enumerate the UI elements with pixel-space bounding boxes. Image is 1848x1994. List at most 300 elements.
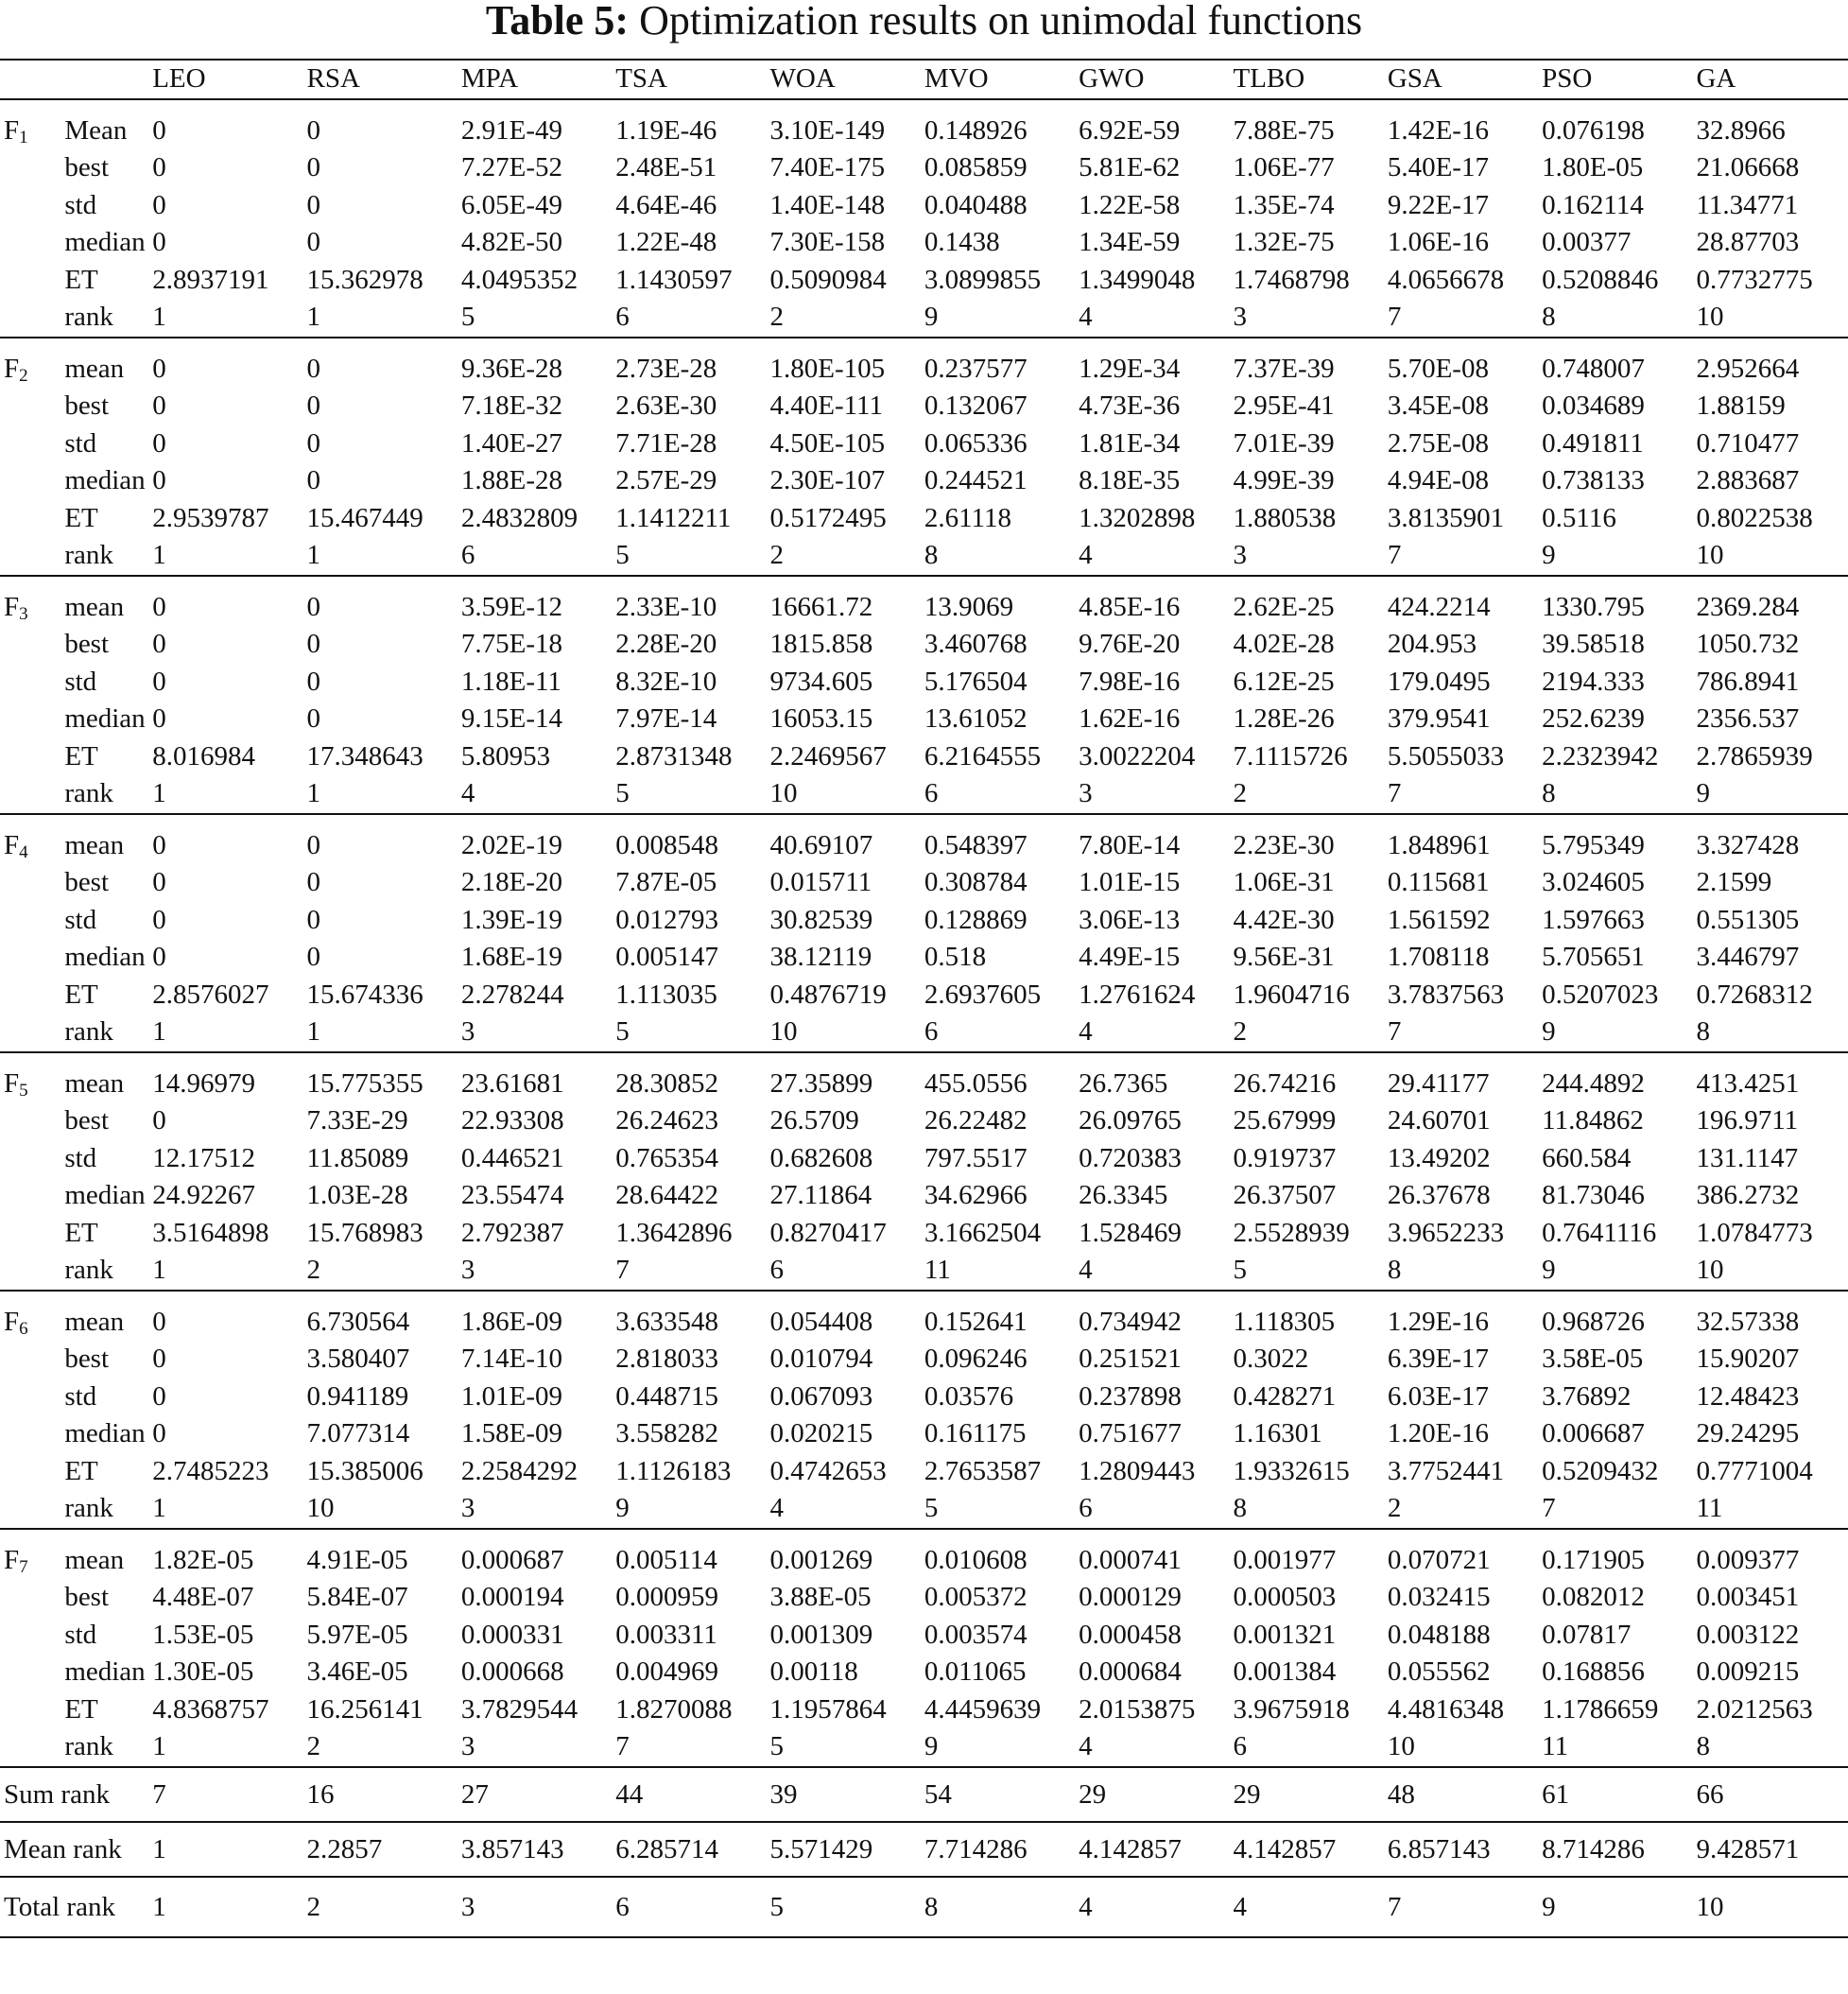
value-cell: 7 (1542, 1493, 1556, 1523)
value-cell: 0 (306, 152, 321, 182)
value-cell: 4.02E-28 (1233, 629, 1335, 659)
value-cell: 7.98E-16 (1079, 666, 1181, 697)
value-cell: 2.2584292 (460, 1455, 579, 1486)
function-subscript: 4 (19, 841, 28, 862)
function-group (0, 814, 1848, 1052)
value-cell: 2.57E-29 (615, 465, 717, 495)
value-cell: 2.33E-10 (615, 591, 717, 622)
empty-cell (0, 1215, 60, 1253)
stat-label: std (64, 1619, 97, 1650)
function-group (0, 1529, 1848, 1767)
value-cell: 1.30E-05 (152, 1656, 254, 1687)
value-cell: 7.97E-14 (615, 703, 717, 734)
value-cell: 0 (152, 390, 166, 421)
value-cell: 0.000458 (1079, 1619, 1182, 1650)
stat-label: std (64, 427, 97, 459)
value-cell: 0.162114 (1542, 189, 1644, 220)
value-cell: 7.87E-05 (615, 867, 717, 897)
value-cell: 5 (924, 1493, 939, 1523)
value-cell: 0.004969 (615, 1656, 718, 1687)
value-cell: 2 (1233, 1016, 1247, 1047)
value-cell: 0.308784 (924, 867, 1028, 897)
value-cell: 1.118305 (1233, 1306, 1336, 1337)
column-header-woa: WOA (769, 63, 836, 94)
value-cell: 16661.72 (769, 591, 873, 622)
value-cell: 1.32E-75 (1233, 227, 1335, 257)
value-cell: 2194.333 (1542, 666, 1645, 697)
empty-cell (0, 388, 60, 425)
value-cell: 0 (152, 829, 166, 860)
summary-value: 29 (1233, 1778, 1261, 1810)
value-cell: 424.2214 (1387, 591, 1491, 622)
value-cell: 1050.732 (1696, 629, 1800, 659)
value-cell: 0 (152, 114, 166, 146)
empty-cell (0, 500, 60, 538)
value-cell: 1.01E-15 (1079, 867, 1181, 897)
value-cell: 11.34771 (1696, 189, 1799, 220)
empty-cell (0, 425, 60, 463)
value-cell: 7.80E-14 (1079, 829, 1181, 860)
value-cell: 0 (306, 465, 321, 495)
value-cell: 0.001309 (769, 1619, 873, 1650)
value-cell: 1.18E-11 (460, 666, 561, 697)
value-cell: 7.14E-10 (460, 1344, 562, 1374)
value-cell: 0.076198 (1542, 114, 1645, 146)
function-letter: F (4, 1067, 20, 1099)
stat-label: rank (64, 540, 113, 570)
value-cell: 5 (1233, 1255, 1247, 1285)
value-cell: 3.59E-12 (460, 591, 562, 622)
summary-value: 3.857143 (460, 1833, 564, 1864)
value-cell: 2.952664 (1696, 353, 1800, 384)
value-cell: 0.5207023 (1542, 979, 1659, 1010)
summary-value: 39 (769, 1778, 798, 1810)
value-cell: 7 (615, 1255, 630, 1285)
value-cell: 1.3499048 (1079, 264, 1196, 295)
value-cell: 1.19E-46 (615, 114, 717, 146)
summary-label: Total rank (4, 1891, 115, 1922)
value-cell: 9.36E-28 (460, 353, 562, 384)
table-row (0, 425, 1848, 463)
value-cell: 3 (460, 1731, 475, 1761)
column-header-mvo: MVO (924, 63, 989, 94)
value-cell: 1 (152, 1255, 166, 1285)
summary-value: 4.142857 (1233, 1833, 1337, 1864)
table-row (0, 1490, 1848, 1529)
value-cell: 5.97E-05 (306, 1619, 408, 1650)
value-cell: 0 (306, 867, 321, 897)
summary-group (0, 1767, 1848, 1822)
value-cell: 0.8022538 (1696, 502, 1813, 533)
empty-cell (0, 1102, 60, 1140)
value-cell: 0.020215 (769, 1418, 873, 1448)
value-cell: 29.24295 (1696, 1418, 1800, 1448)
value-cell: 0 (306, 666, 321, 697)
value-cell: 4.40E-111 (769, 390, 883, 421)
value-cell: 1.40E-27 (460, 427, 562, 459)
stat-label: ET (64, 740, 98, 772)
value-cell: 1 (306, 302, 321, 332)
value-cell: 1.8270088 (615, 1693, 733, 1725)
stat-label: median (64, 227, 146, 257)
value-cell: 0.00377 (1542, 227, 1632, 257)
value-cell: 1 (306, 540, 321, 570)
value-cell: 2.8731348 (615, 740, 733, 772)
function-subscript: 7 (19, 1556, 28, 1577)
column-header-pso: PSO (1542, 63, 1593, 94)
value-cell: 7.27E-52 (460, 152, 562, 182)
table-row (0, 1014, 1848, 1052)
value-cell: 4 (1079, 540, 1093, 570)
value-cell: 4.8368757 (152, 1693, 269, 1725)
value-cell: 5 (769, 1731, 785, 1761)
value-cell: 8 (1542, 778, 1556, 808)
value-cell: 1.82E-05 (152, 1544, 254, 1575)
value-cell: 0.734942 (1079, 1306, 1182, 1337)
value-cell: 1.80E-05 (1542, 152, 1644, 182)
value-cell: 3.9675918 (1233, 1693, 1350, 1725)
value-cell: 3.76892 (1542, 1380, 1632, 1412)
value-cell: 11.85089 (306, 1142, 409, 1173)
stat-label: ET (64, 1455, 98, 1486)
value-cell: 1.22E-48 (615, 227, 717, 257)
summary-value: 6 (615, 1891, 630, 1922)
value-cell: 0.010608 (924, 1544, 1028, 1575)
value-cell: 1.1786659 (1542, 1693, 1659, 1725)
table-row (0, 1215, 1848, 1253)
stat-label: mean (64, 1544, 125, 1575)
value-cell: 1.561592 (1387, 904, 1491, 935)
value-cell: 0.237898 (1079, 1380, 1182, 1412)
table-row (0, 1177, 1848, 1215)
value-cell: 4.0495352 (460, 264, 579, 295)
table-row (0, 149, 1848, 187)
summary-value: 6.857143 (1387, 1833, 1491, 1864)
table-row (0, 576, 1848, 627)
empty-cell (0, 1617, 60, 1655)
value-cell: 1.06E-77 (1233, 152, 1335, 182)
value-cell: 0 (152, 942, 166, 972)
value-cell: 8 (1696, 1731, 1710, 1761)
value-cell: 32.8966 (1696, 114, 1786, 146)
value-cell: 0.448715 (615, 1380, 718, 1412)
value-cell: 3.0899855 (924, 264, 1042, 295)
value-cell: 26.37507 (1233, 1180, 1337, 1210)
value-cell: 0.000668 (460, 1656, 564, 1687)
value-cell: 0.8270417 (769, 1217, 887, 1248)
value-cell: 26.7365 (1079, 1067, 1168, 1099)
value-cell: 6.2164555 (924, 740, 1042, 772)
value-cell: 0.115681 (1387, 867, 1490, 897)
stat-label: best (64, 867, 110, 897)
summary-value: 1 (152, 1891, 166, 1922)
summary-value: 4.142857 (1079, 1833, 1182, 1864)
function-letter: F (4, 829, 20, 860)
value-cell: 2.278244 (460, 979, 564, 1010)
function-subscript: 1 (19, 127, 28, 147)
value-cell: 29.41177 (1387, 1067, 1490, 1099)
empty-cell (0, 1579, 60, 1617)
value-cell: 7.71E-28 (615, 427, 717, 459)
value-cell: 0.067093 (769, 1380, 873, 1412)
stat-label: ET (64, 1693, 98, 1725)
value-cell: 1.708118 (1387, 942, 1490, 972)
value-cell: 3.5164898 (152, 1217, 269, 1248)
value-cell: 3.9652233 (1387, 1217, 1505, 1248)
value-cell: 204.953 (1387, 629, 1477, 659)
value-cell: 0.003122 (1696, 1619, 1800, 1650)
value-cell: 0 (306, 114, 321, 146)
value-cell: 0.751677 (1079, 1418, 1182, 1448)
value-cell: 2 (769, 540, 785, 570)
value-cell: 0 (152, 1344, 166, 1374)
function-label (0, 576, 60, 627)
value-cell: 3.7752441 (1387, 1455, 1505, 1486)
value-cell: 5 (615, 778, 630, 808)
stat-label: mean (64, 591, 125, 622)
value-cell: 15.768983 (306, 1217, 423, 1248)
value-cell: 2.7485223 (152, 1455, 269, 1486)
value-cell: 8 (1233, 1493, 1247, 1523)
empty-cell (0, 1654, 60, 1691)
value-cell: 7.40E-175 (769, 152, 886, 182)
stat-label: std (64, 666, 97, 697)
value-cell: 1.9604716 (1233, 979, 1350, 1010)
empty-cell (0, 775, 60, 814)
value-cell: 0 (152, 1418, 166, 1448)
column-header-leo: LEO (152, 63, 206, 94)
value-cell: 9 (924, 1731, 939, 1761)
value-cell: 0.7641116 (1542, 1217, 1657, 1248)
value-cell: 252.6239 (1542, 703, 1645, 734)
value-cell: 7.33E-29 (306, 1105, 408, 1136)
value-cell: 0.000331 (460, 1619, 564, 1650)
stat-label: std (64, 904, 97, 935)
value-cell: 1.528469 (1079, 1217, 1182, 1248)
value-cell: 4.4459639 (924, 1693, 1042, 1725)
value-cell: 9 (1696, 778, 1710, 808)
value-cell: 13.9069 (924, 591, 1014, 622)
value-cell: 26.09765 (1079, 1105, 1182, 1136)
value-cell: 0.000129 (1079, 1582, 1182, 1612)
value-cell: 81.73046 (1542, 1180, 1645, 1210)
value-cell: 0.4742653 (769, 1455, 887, 1486)
table-row (0, 1453, 1848, 1491)
summary-value: 8 (924, 1891, 939, 1922)
value-cell: 15.90207 (1696, 1344, 1800, 1374)
table-row (0, 902, 1848, 940)
value-cell: 2.73E-28 (615, 353, 717, 384)
stat-label: ET (64, 264, 98, 295)
column-header-rsa: RSA (306, 63, 360, 94)
stat-label: mean (64, 1306, 125, 1337)
value-cell: 4.42E-30 (1233, 904, 1335, 935)
value-cell: 2.62E-25 (1233, 591, 1335, 622)
value-cell: 10 (1696, 1255, 1724, 1285)
function-letter: F (4, 1306, 20, 1337)
value-cell: 2.0212563 (1696, 1693, 1813, 1725)
function-letter: F (4, 114, 20, 146)
value-cell: 15.385006 (306, 1455, 423, 1486)
value-cell: 1 (306, 778, 321, 808)
stat-label: best (64, 629, 110, 659)
empty-cell (0, 149, 60, 187)
value-cell: 0.7732775 (1696, 264, 1813, 295)
value-cell: 2 (1233, 778, 1247, 808)
value-cell: 1.1957864 (769, 1693, 887, 1725)
value-cell: 9 (1542, 1016, 1556, 1047)
value-cell: 0.132067 (924, 390, 1028, 421)
value-cell: 0.005147 (615, 942, 718, 972)
value-cell: 4.82E-50 (460, 227, 562, 257)
summary-value: 7.714286 (924, 1833, 1028, 1864)
function-subscript: 2 (19, 365, 28, 386)
value-cell: 0.3022 (1233, 1344, 1309, 1374)
empty-cell (0, 664, 60, 702)
value-cell: 0.7771004 (1696, 1455, 1813, 1486)
value-cell: 1.16301 (1233, 1418, 1322, 1448)
function-group (0, 576, 1848, 814)
empty-cell (0, 1453, 60, 1491)
empty-cell (0, 626, 60, 664)
value-cell: 1.113035 (615, 979, 717, 1010)
value-cell: 4.99E-39 (1233, 465, 1335, 495)
value-cell: 0 (306, 227, 321, 257)
stat-label: rank (64, 1493, 113, 1523)
value-cell: 9 (1542, 540, 1556, 570)
stat-label: std (64, 1142, 97, 1173)
empty-cell (0, 1691, 60, 1729)
empty-cell (0, 902, 60, 940)
value-cell: 40.69107 (769, 829, 873, 860)
table-row (0, 1654, 1848, 1691)
empty-cell (0, 1252, 60, 1291)
value-cell: 4.50E-105 (769, 427, 886, 459)
summary-value: 7 (152, 1778, 166, 1810)
stat-label: ET (64, 1217, 98, 1248)
value-cell: 24.92267 (152, 1180, 255, 1210)
stat-label: rank (64, 1731, 113, 1761)
value-cell: 1.28E-26 (1233, 703, 1335, 734)
stat-label: median (64, 465, 146, 495)
table-row (0, 1529, 1848, 1580)
table-row (0, 977, 1848, 1014)
stat-label: best (64, 1582, 110, 1612)
table-row (0, 814, 1848, 865)
value-cell: 1330.795 (1542, 591, 1645, 622)
value-cell: 5.80953 (460, 740, 551, 772)
value-cell: 3 (460, 1016, 475, 1047)
value-cell: 0 (152, 227, 166, 257)
value-cell: 0.244521 (924, 465, 1028, 495)
value-cell: 10 (306, 1493, 335, 1523)
value-cell: 6 (924, 778, 939, 808)
value-cell: 179.0495 (1387, 666, 1491, 697)
value-cell: 2.48E-51 (615, 152, 717, 182)
value-cell: 1.7468798 (1233, 264, 1350, 295)
value-cell: 12.17512 (152, 1142, 255, 1173)
table-row (0, 388, 1848, 425)
value-cell: 9.56E-31 (1233, 942, 1335, 972)
value-cell: 9734.605 (769, 666, 873, 697)
value-cell: 26.74216 (1233, 1067, 1337, 1099)
value-cell: 3.460768 (924, 629, 1028, 659)
value-cell: 3.446797 (1696, 942, 1800, 972)
value-cell: 2.1599 (1696, 867, 1772, 897)
stat-label: std (64, 189, 97, 220)
summary-value: 9.428571 (1696, 1833, 1800, 1864)
value-cell: 7 (1387, 540, 1402, 570)
value-cell: 3.0022204 (1079, 740, 1196, 772)
value-cell: 1.06E-16 (1387, 227, 1489, 257)
function-group (0, 338, 1848, 576)
stat-label: best (64, 152, 110, 182)
value-cell: 26.24623 (615, 1105, 718, 1136)
results-table (0, 59, 1848, 1938)
value-cell: 3.558282 (615, 1418, 718, 1448)
value-cell: 0.032415 (1387, 1582, 1491, 1612)
value-cell: 2.8937191 (152, 264, 269, 295)
value-cell: 0 (306, 390, 321, 421)
value-cell: 4 (1079, 1255, 1093, 1285)
value-cell: 0 (152, 1105, 166, 1136)
value-cell: 0.446521 (460, 1142, 564, 1173)
header-empty (0, 60, 60, 99)
value-cell: 7.077314 (306, 1418, 410, 1448)
value-cell: 3 (460, 1255, 475, 1285)
value-cell: 5.705651 (1542, 942, 1645, 972)
value-cell: 1 (152, 778, 166, 808)
value-cell: 3 (460, 1493, 475, 1523)
value-cell: 0.518 (924, 942, 987, 972)
value-cell: 2.4832809 (460, 502, 579, 533)
value-cell: 25.67999 (1233, 1105, 1337, 1136)
value-cell: 0.096246 (924, 1344, 1028, 1374)
value-cell: 2.7653587 (924, 1455, 1042, 1486)
value-cell: 1.88159 (1696, 390, 1786, 421)
value-cell: 0 (152, 703, 166, 734)
value-cell: 2.30E-107 (769, 465, 886, 495)
value-cell: 9 (1542, 1255, 1556, 1285)
value-cell: 0.003311 (615, 1619, 717, 1650)
value-cell: 786.8941 (1696, 666, 1800, 697)
value-cell: 1.0784773 (1696, 1217, 1813, 1248)
value-cell: 0 (152, 353, 166, 384)
value-cell: 2.02E-19 (460, 829, 562, 860)
value-cell: 7.01E-39 (1233, 427, 1335, 459)
header-empty (60, 60, 148, 99)
value-cell: 0.161175 (924, 1418, 1027, 1448)
value-cell: 9.76E-20 (1079, 629, 1181, 659)
summary-value: 8.714286 (1542, 1833, 1645, 1864)
value-cell: 26.22482 (924, 1105, 1028, 1136)
value-cell: 1.3642896 (615, 1217, 733, 1248)
value-cell: 2.6937605 (924, 979, 1042, 1010)
value-cell: 1.20E-16 (1387, 1418, 1489, 1448)
value-cell: 1.2761624 (1079, 979, 1196, 1010)
value-cell: 6.03E-17 (1387, 1380, 1489, 1412)
value-cell: 7 (1387, 302, 1402, 332)
value-cell: 3.024605 (1542, 867, 1645, 897)
summary-value: 44 (615, 1778, 644, 1810)
summary-value: 48 (1387, 1778, 1415, 1810)
empty-cell (0, 977, 60, 1014)
summary-group (0, 1822, 1848, 1877)
value-cell: 1.29E-16 (1387, 1306, 1489, 1337)
value-cell: 3 (1233, 302, 1247, 332)
value-cell: 30.82539 (769, 904, 873, 935)
value-cell: 24.60701 (1387, 1105, 1491, 1136)
